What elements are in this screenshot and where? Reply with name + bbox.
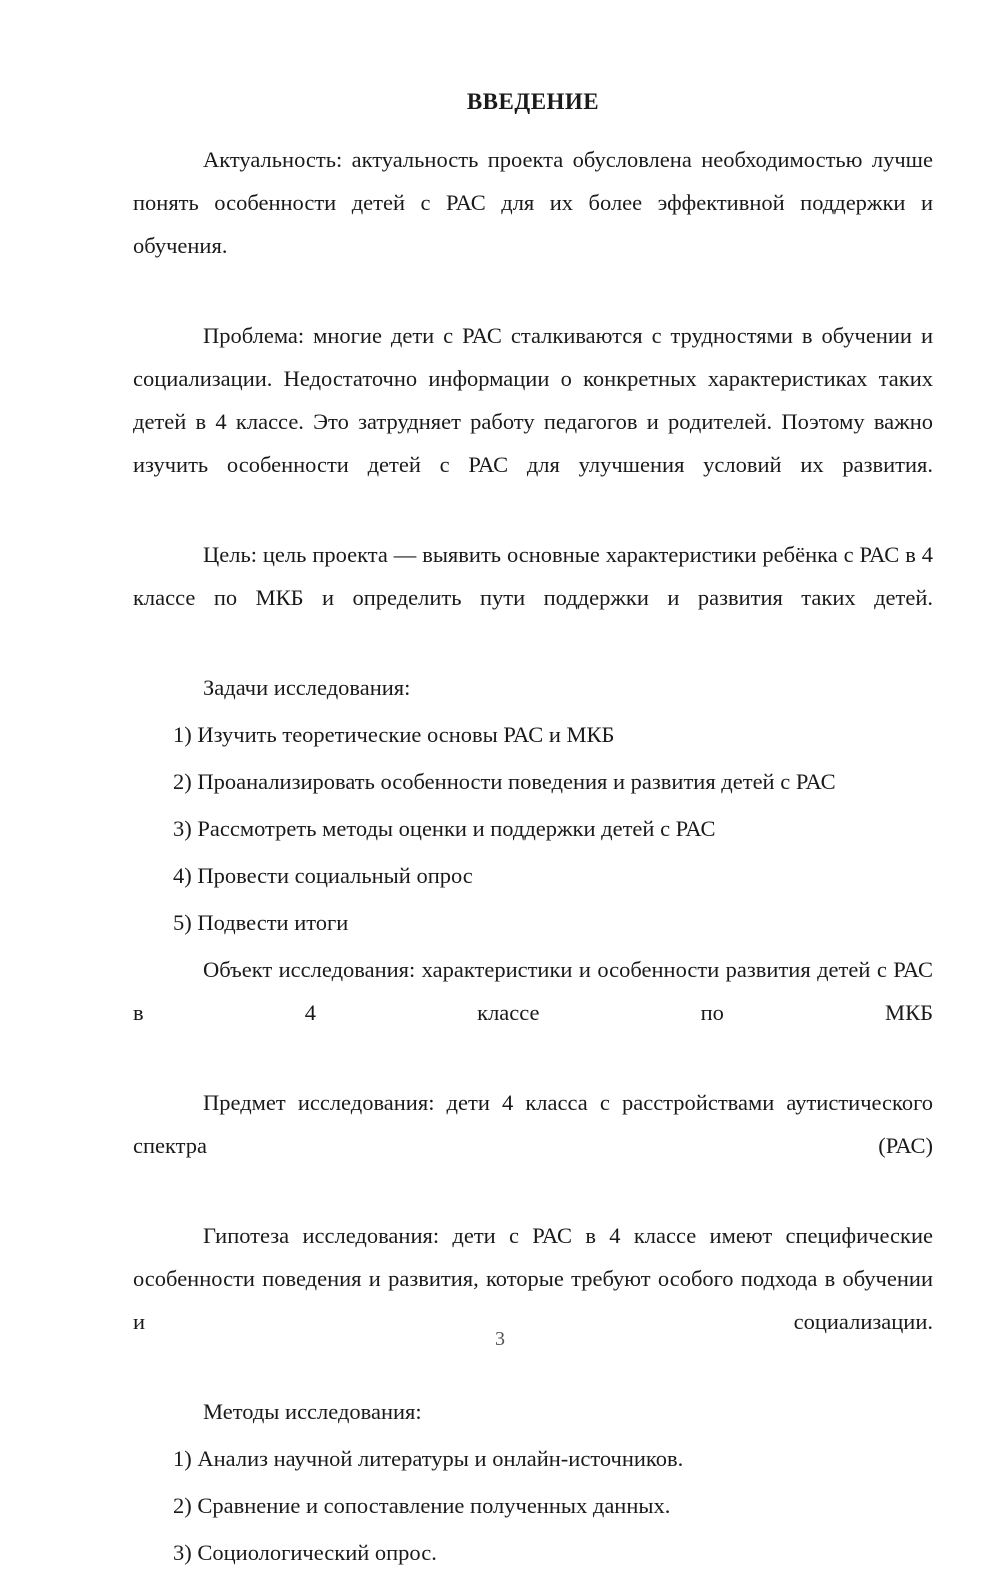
methods-heading: Методы исследования: — [203, 1398, 422, 1424]
list-item: 2) Сравнение и сопоставление полученных данных. — [173, 1492, 671, 1518]
paragraph-object: Объект исследования: характеристики и особенности развития детей с РАС в 4 классе по МКБ — [133, 956, 933, 1025]
list-item: 1) Анализ научной литературы и онлайн-источников. — [173, 1445, 684, 1471]
paragraph-problem: Проблема: многие дети с РАС сталкиваются с трудностями в обучении и социализации. Недостаточно информации о конкретных характеристиках таких детей в 4 классе. Это затрудняет работу педагогов и родителей. Поэтому важно изучить особенности детей с РАС для улучшения условий их развития. — [133, 322, 933, 477]
paragraph-hypothesis: Гипотеза исследования: дети с РАС в 4 классе имеют специфические особенности поведения и развития, которые требуют особого подхода в обучении и социализации. — [133, 1222, 933, 1334]
list-item: 5) Подвести итоги — [173, 909, 349, 935]
list-item: 1) Изучить теоретические основы РАС и МКБ — [173, 721, 615, 747]
list-item: 4) Провести социальный опрос — [173, 862, 473, 888]
tasks-heading: Задачи исследования: — [203, 674, 411, 700]
page-title: ВВЕДЕНИЕ — [466, 89, 600, 114]
list-item: 3) Социологический опрос. — [173, 1539, 437, 1565]
list-item: 3) Рассмотреть методы оценки и поддержки детей с РАС — [173, 815, 716, 841]
document-body — [133, 88, 933, 1578]
paragraph-goal: Цель: цель проекта — выявить основные характеристики ребёнка с РАС в 4 классе по МКБ и определить пути поддержки и развития таких детей. — [133, 541, 933, 610]
list-item: 2) Проанализировать особенности поведения и развития детей с РАС — [173, 768, 836, 794]
paragraph-relevance: Актуальность: актуальность проекта обусловлена необходимостью лучше понять особенности детей с РАС для их более эффективной поддержки и обучения. — [133, 146, 933, 258]
paragraph-subject: Предмет исследования: дети 4 класса с расстройствами аутистического спектра (РАС) — [133, 1089, 933, 1158]
page-number: 3 — [495, 1328, 505, 1350]
